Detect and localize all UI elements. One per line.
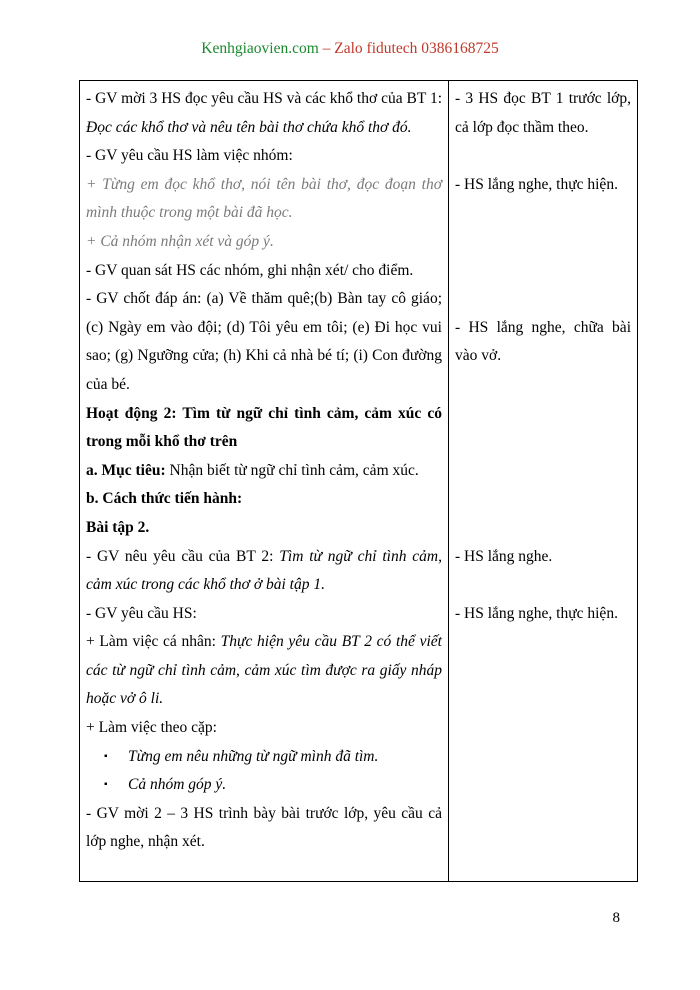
lesson-table bbox=[79, 80, 638, 882]
header-contact[interactable]: Zalo fidutech 0386168725 bbox=[334, 40, 499, 57]
exercise-heading: Bài tập 2. bbox=[86, 518, 150, 536]
paragraph bbox=[86, 628, 442, 714]
paragraph: - HS lắng nghe, thực hiện. bbox=[455, 175, 618, 193]
goal-label: a. Mục tiêu: bbox=[86, 461, 166, 479]
teacher-activities-cell bbox=[80, 81, 449, 882]
text-italic: Thực hiện yêu cầu BT 2 có thể viết các từ ngữ chỉ tình cảm, cảm xúc tìm được ra giấy nháp hoặc vở ô li. bbox=[86, 633, 442, 708]
paragraph: - HS lắng nghe, thực hiện. bbox=[455, 604, 618, 622]
paragraph bbox=[86, 543, 442, 600]
paragraph: - HS lắng nghe, chữa bài vào vở. bbox=[455, 318, 631, 365]
paragraph: + Cả nhóm nhận xét và góp ý. bbox=[86, 232, 274, 250]
text: - GV mời 3 HS đọc yêu cầu HS và các khổ thơ của BT 1: bbox=[86, 90, 442, 107]
bullet-icon: ▪ bbox=[104, 779, 108, 791]
list-item-text: Cả nhóm góp ý. bbox=[128, 776, 227, 794]
paragraph: - GV chốt đáp án: (a) Về thăm quê;(b) Bàn tay cô giáo; (c) Ngày em vào đội; (d) Tôi yêu em tôi; (e) Đi học vui sao; (g) Ngưỡng cửa; (h) Khi cả nhà bé tí; (i) Con đường của bé. bbox=[86, 290, 442, 393]
paragraph: - GV mời 2 – 3 HS trình bày bài trước lớp, yêu cầu cả lớp nghe, nhận xét. bbox=[86, 804, 442, 851]
student-activities-cell bbox=[449, 81, 638, 882]
list-item-text: Từng em nêu những từ ngữ mình đã tìm. bbox=[128, 747, 379, 765]
paragraph bbox=[86, 457, 442, 486]
bullet-icon: ▪ bbox=[104, 750, 108, 762]
paragraph: - GV yêu cầu HS: bbox=[86, 604, 197, 622]
paragraph: + Làm việc theo cặp: bbox=[86, 719, 217, 737]
goal-text: Nhận biết từ ngữ chỉ tình cảm, cảm xúc. bbox=[165, 461, 419, 479]
text-italic: Tìm từ ngữ chỉ tình cảm, cảm xúc trong các khổ thơ ở bài tập 1. bbox=[86, 547, 442, 594]
header-site[interactable]: Kenhgiaovien.com bbox=[201, 40, 319, 57]
method-heading: b. Cách thức tiến hành: bbox=[86, 490, 243, 508]
activity-heading: Hoạt động 2: Tìm từ ngữ chỉ tình cảm, cảm xúc có trong mỗi khổ thơ trên bbox=[86, 404, 442, 451]
paragraph: - GV yêu cầu HS làm việc nhóm: bbox=[86, 147, 293, 165]
paragraph: - HS lắng nghe. bbox=[455, 547, 553, 565]
paragraph bbox=[86, 85, 442, 142]
paragraph: + Từng em đọc khổ thơ, nói tên bài thơ, đọc đoạn thơ mình thuộc trong một bài đã học. bbox=[86, 175, 442, 222]
header-separator: – bbox=[318, 40, 335, 57]
list-item bbox=[86, 771, 442, 800]
text: + Làm việc cá nhân: bbox=[86, 633, 221, 651]
paragraph: - GV quan sát HS các nhóm, ghi nhận xét/ cho điểm. bbox=[86, 261, 414, 279]
page-number: 8 bbox=[612, 910, 620, 926]
page-header bbox=[0, 40, 700, 58]
text: - GV nêu yêu cầu của BT 2: bbox=[86, 547, 280, 565]
paragraph: - 3 HS đọc BT 1 trước lớp, cả lớp đọc thầm theo. bbox=[455, 90, 631, 136]
text-italic: Đọc các khổ thơ và nêu tên bài thơ chứa khổ thơ đó. bbox=[86, 118, 412, 136]
table-row bbox=[80, 81, 638, 882]
list-item bbox=[86, 743, 442, 772]
